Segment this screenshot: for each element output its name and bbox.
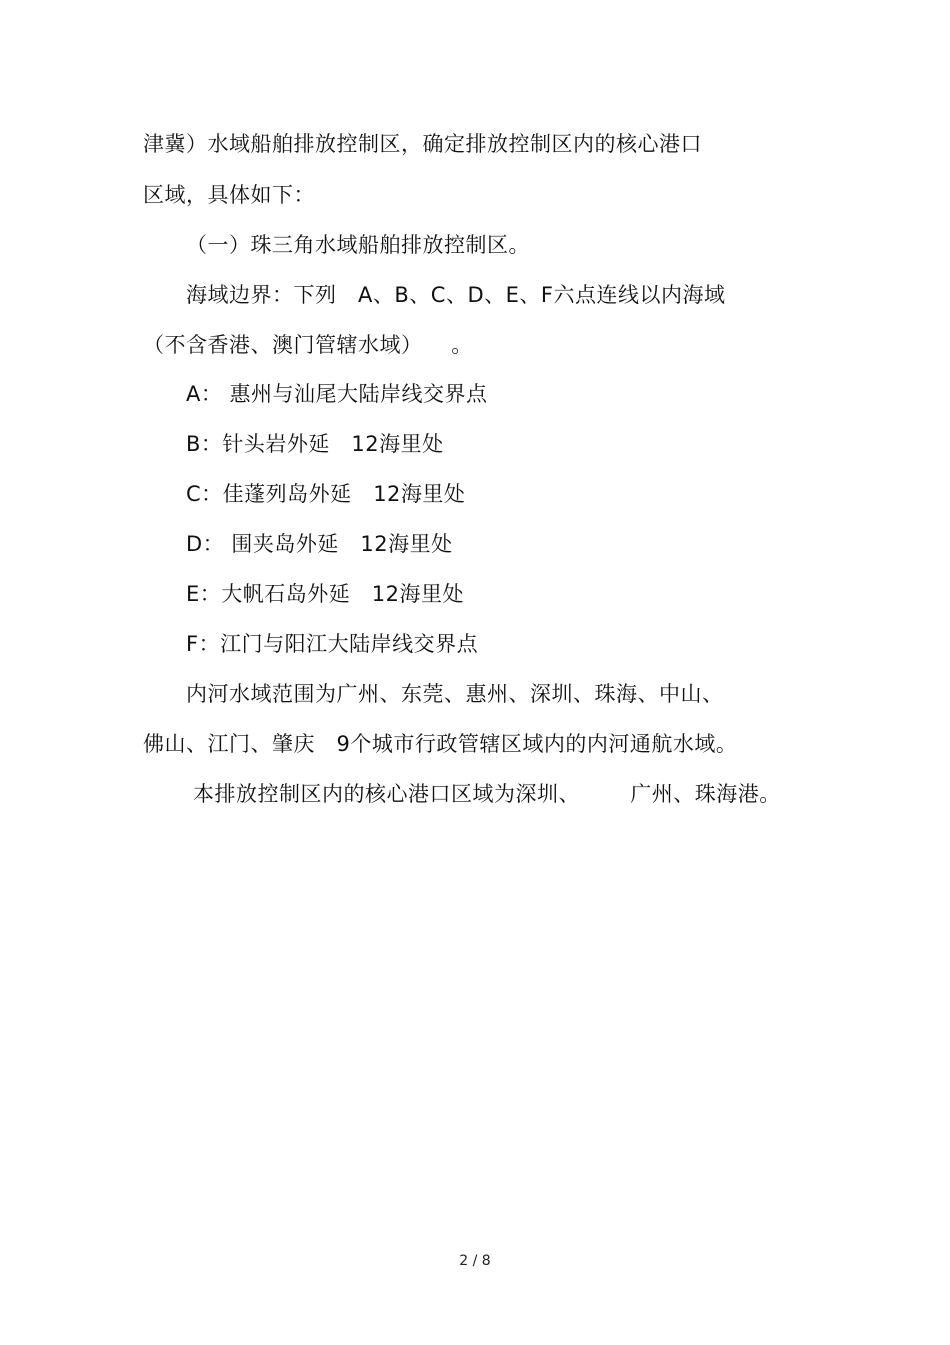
text-line: 区域，具体如下：: [143, 183, 315, 207]
text-line: （不含香港、澳门管辖水域） 。: [143, 333, 473, 357]
boundary-point-a: A： 惠州与汕尾大陆岸线交界点: [186, 382, 488, 406]
text-line: 津冀）水域船舶排放控制区，确定排放控制区内的核心港口: [143, 132, 702, 156]
page-number: 2 / 8: [459, 1253, 491, 1269]
text-line: 佛山、江门、肇庆 9个城市行政管辖区域内的内河通航水域。: [143, 732, 738, 756]
section-heading: （一）珠三角水域船舶排放控制区。: [186, 233, 530, 257]
boundary-point-d: D： 围夹岛外延 12海里处: [186, 532, 453, 556]
boundary-point-f: F：江门与阳江大陆岸线交界点: [186, 632, 479, 656]
text-line: 内河水域范围为广州、东莞、惠州、深圳、珠海、中山、: [186, 682, 724, 706]
text-line: 海域边界：下列 A、B、C、D、E、F六点连线以内海域: [186, 283, 726, 307]
boundary-point-b: B：针头岩外延 12海里处: [186, 432, 444, 456]
boundary-point-e: E：大帆石岛外延 12海里处: [186, 582, 465, 606]
text-line: 本排放控制区内的核心港口区域为深圳、 广州、珠海港。: [193, 782, 781, 806]
boundary-point-c: C：佳蓬列岛外延 12海里处: [186, 482, 466, 506]
